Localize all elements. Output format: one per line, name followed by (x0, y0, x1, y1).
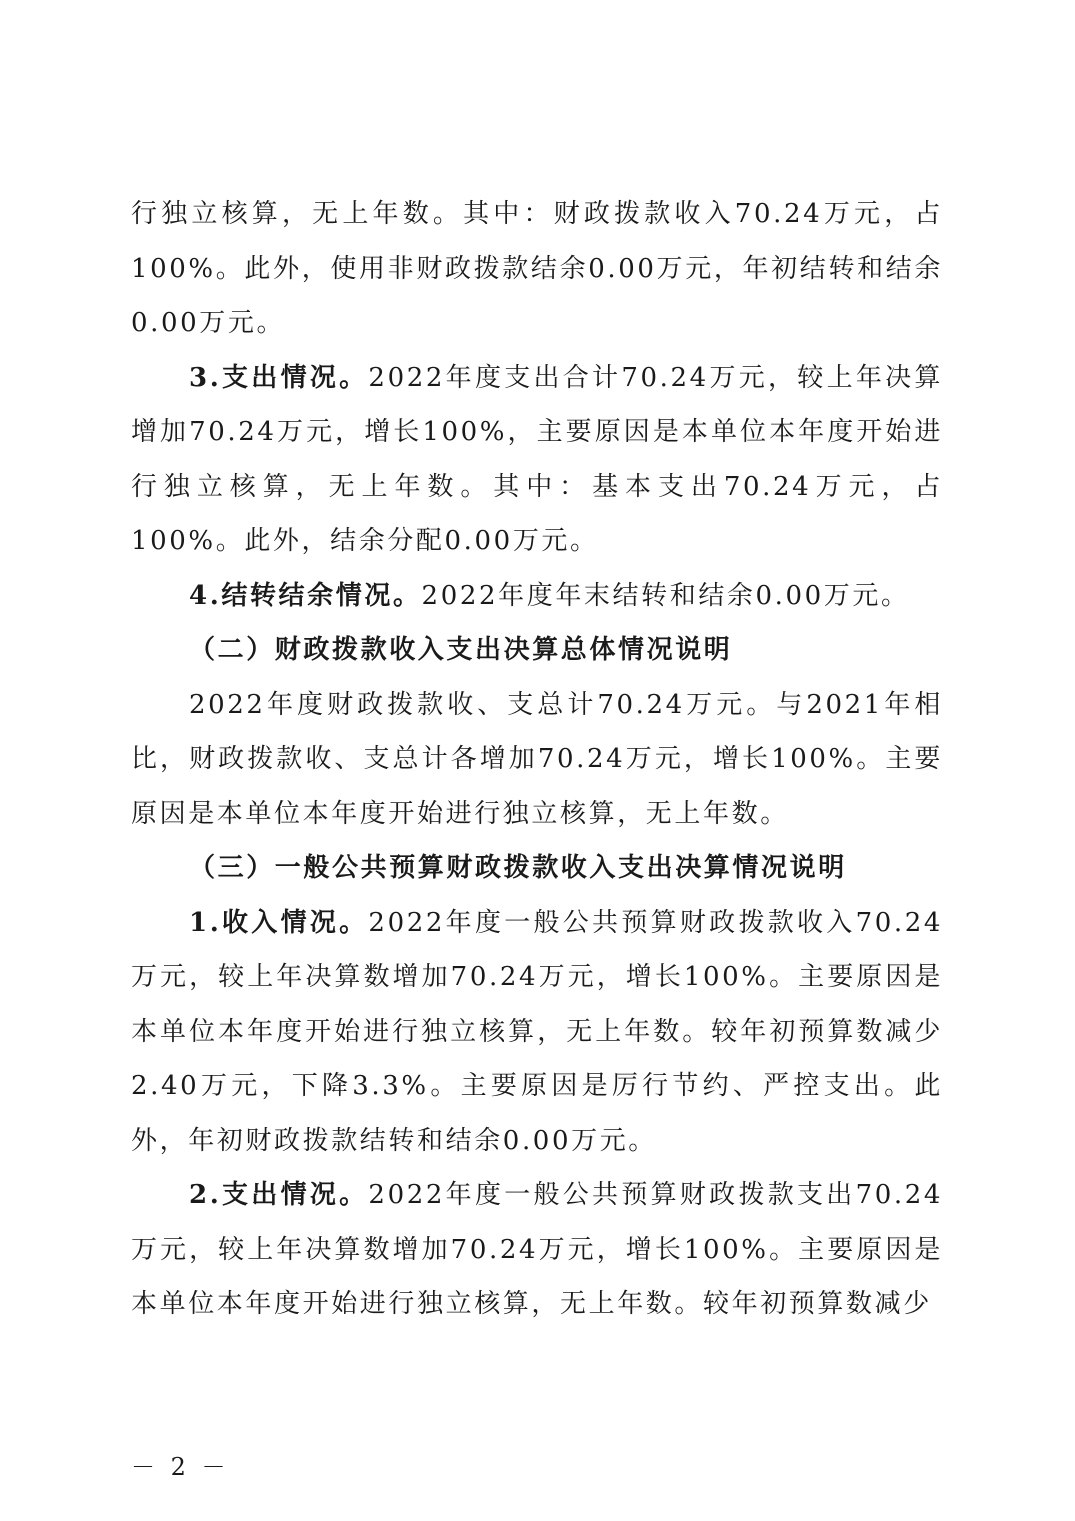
paragraph-general-expenditure (131, 1168, 943, 1332)
paragraph-fiscal-total (131, 678, 943, 842)
paragraph-general-income (131, 896, 943, 1169)
paragraph-continuation (131, 187, 943, 351)
paragraph-lead: 2.支出情况。 (189, 1180, 369, 1210)
paragraph-expenditure (131, 351, 943, 569)
document-page (131, 187, 943, 1332)
paragraph-lead: 3.支出情况。 (189, 362, 369, 393)
paragraph-text: 2022年度财政拨款收、支总计70.24万元。与2021年相比，财政拨款收、支总计各增加70.24万元，增长100%。主要原因是本单位本年度开始进行独立核算，无上年数。 (131, 689, 943, 829)
page-number: － 2 － (131, 1453, 230, 1481)
paragraph-text: 行独立核算，无上年数。其中：财政拨款收入70.24万元，占100%。此外，使用非财政拨款结余0.00万元，年初结转和结余0.00万元。 (131, 199, 943, 338)
paragraph-carryover (131, 569, 943, 624)
paragraph-text: 2022年度年末结转和结余0.00万元。 (421, 580, 910, 611)
section-heading-2: （二）财政拨款收入支出决算总体情况说明 (189, 635, 733, 665)
paragraph-text: 2022年度一般公共预算财政拨款收入70.24万元，较上年决算数增加70.24万元，增长100%。主要原因是本单位本年度开始进行独立核算，无上年数。较年初预算数减少2.40万元，下降3.3%。主要原因是厉行节约、严控支出。此外，年初财政拨款结转和结余0.00万元。 (131, 907, 944, 1156)
paragraph-text: 2022年度支出合计70.24万元，较上年决算增加70.24万元，增长100%，主要原因是本单位本年度开始进行独立核算，无上年数。其中：基本支出70.24万元，占100%。此外，结余分配0.00万元。 (131, 362, 944, 556)
paragraph-text: 2022年度一般公共预算财政拨款支出70.24万元，较上年决算数增加70.24万元，增长100%。主要原因是本单位本年度开始进行独立核算，无上年数。较年初预算数减少 (131, 1180, 944, 1319)
paragraph-lead: 4.结转结余情况。 (189, 580, 422, 611)
section-heading-3: （三）一般公共预算财政拨款收入支出决算情况说明 (189, 853, 847, 883)
paragraph-lead: 1.收入情况。 (189, 907, 369, 938)
